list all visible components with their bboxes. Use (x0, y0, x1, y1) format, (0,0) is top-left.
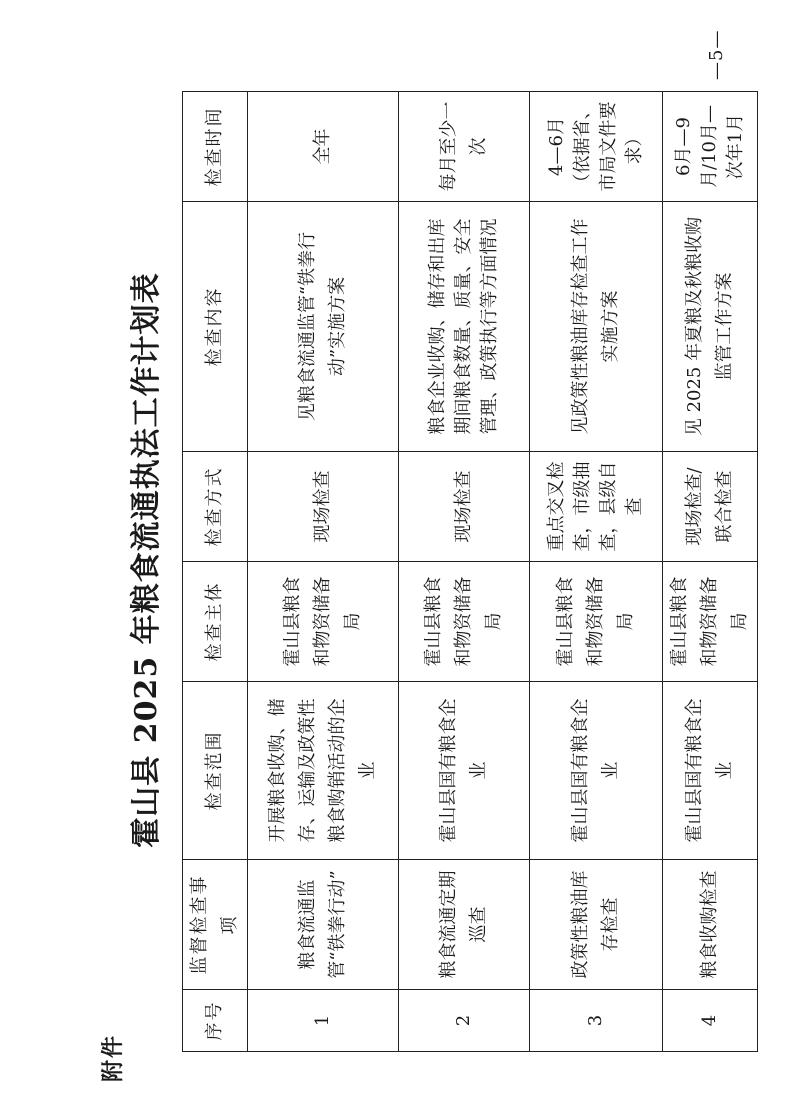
cell-item: 粮食收购检查 (663, 860, 758, 990)
cell-no: 3 (530, 990, 663, 1052)
cell-content: 见政策性粮油库存检查工作实施方案 (530, 202, 663, 452)
plan-table (182, 91, 758, 1052)
cell-body: 霍山县粮食和物资储备局 (530, 562, 663, 682)
cell-item: 政策性粮油库存检查 (530, 860, 663, 990)
table-row (663, 92, 758, 1052)
cell-scope: 霍山县国有粮食企业 (663, 682, 758, 860)
header-time: 检查时间 (183, 92, 248, 202)
table-row (530, 92, 663, 1052)
cell-item: 粮食流通定期巡查 (399, 860, 530, 990)
cell-scope: 霍山县国有粮食企业 (530, 682, 663, 860)
page-title: 霍山县 2025 年粮食流通执法工作计划表 (129, 272, 164, 848)
cell-scope: 霍山县国有粮食企业 (399, 682, 530, 860)
cell-time: 每月至少一次 (399, 92, 530, 202)
table-header-row (183, 92, 248, 1052)
header-no: 序号 (183, 990, 248, 1052)
cell-content: 见粮食流通监管“铁拳行动”实施方案 (248, 202, 399, 452)
header-scope: 检查范围 (183, 682, 248, 860)
header-content: 检查内容 (183, 202, 248, 452)
cell-method: 现场检查/联合检查 (663, 452, 758, 562)
cell-method: 重点交叉检查，市级抽查，县级自查 (530, 452, 663, 562)
cell-body: 霍山县粮食和物资储备局 (248, 562, 399, 682)
table-row (399, 92, 530, 1052)
cell-no: 1 (248, 990, 399, 1052)
cell-content: 粮食企业收购、储存和出库期间粮食数量、质量、安全管理、政策执行等方面情况 (399, 202, 530, 452)
cell-scope: 开展粮食收购、储存、运输及政策性粮食购销活动的企业 (248, 682, 399, 860)
cell-item: 粮食流通监管“铁拳行动” (248, 860, 399, 990)
cell-method: 现场检查 (399, 452, 530, 562)
header-body: 检查主体 (183, 562, 248, 682)
cell-no: 4 (663, 990, 758, 1052)
cell-no: 2 (399, 990, 530, 1052)
cell-time: 全年 (248, 92, 399, 202)
page-number: —5— (706, 29, 727, 80)
header-method: 检查方式 (183, 452, 248, 562)
header-item: 监督检查事项 (183, 860, 248, 990)
cell-method: 现场检查 (248, 452, 399, 562)
cell-time: 6月—9月/10月—次年1月 (663, 92, 758, 202)
cell-content: 见 2025 年夏粮及秋粮收购监管工作方案 (663, 202, 758, 452)
cell-body: 霍山县粮食和物资储备局 (663, 562, 758, 682)
cell-time: 4—6月（依据省、市局文件要求） (530, 92, 663, 202)
cell-body: 霍山县粮食和物资储备局 (399, 562, 530, 682)
annex-label: 附件 (101, 1033, 126, 1082)
table-row (248, 92, 399, 1052)
